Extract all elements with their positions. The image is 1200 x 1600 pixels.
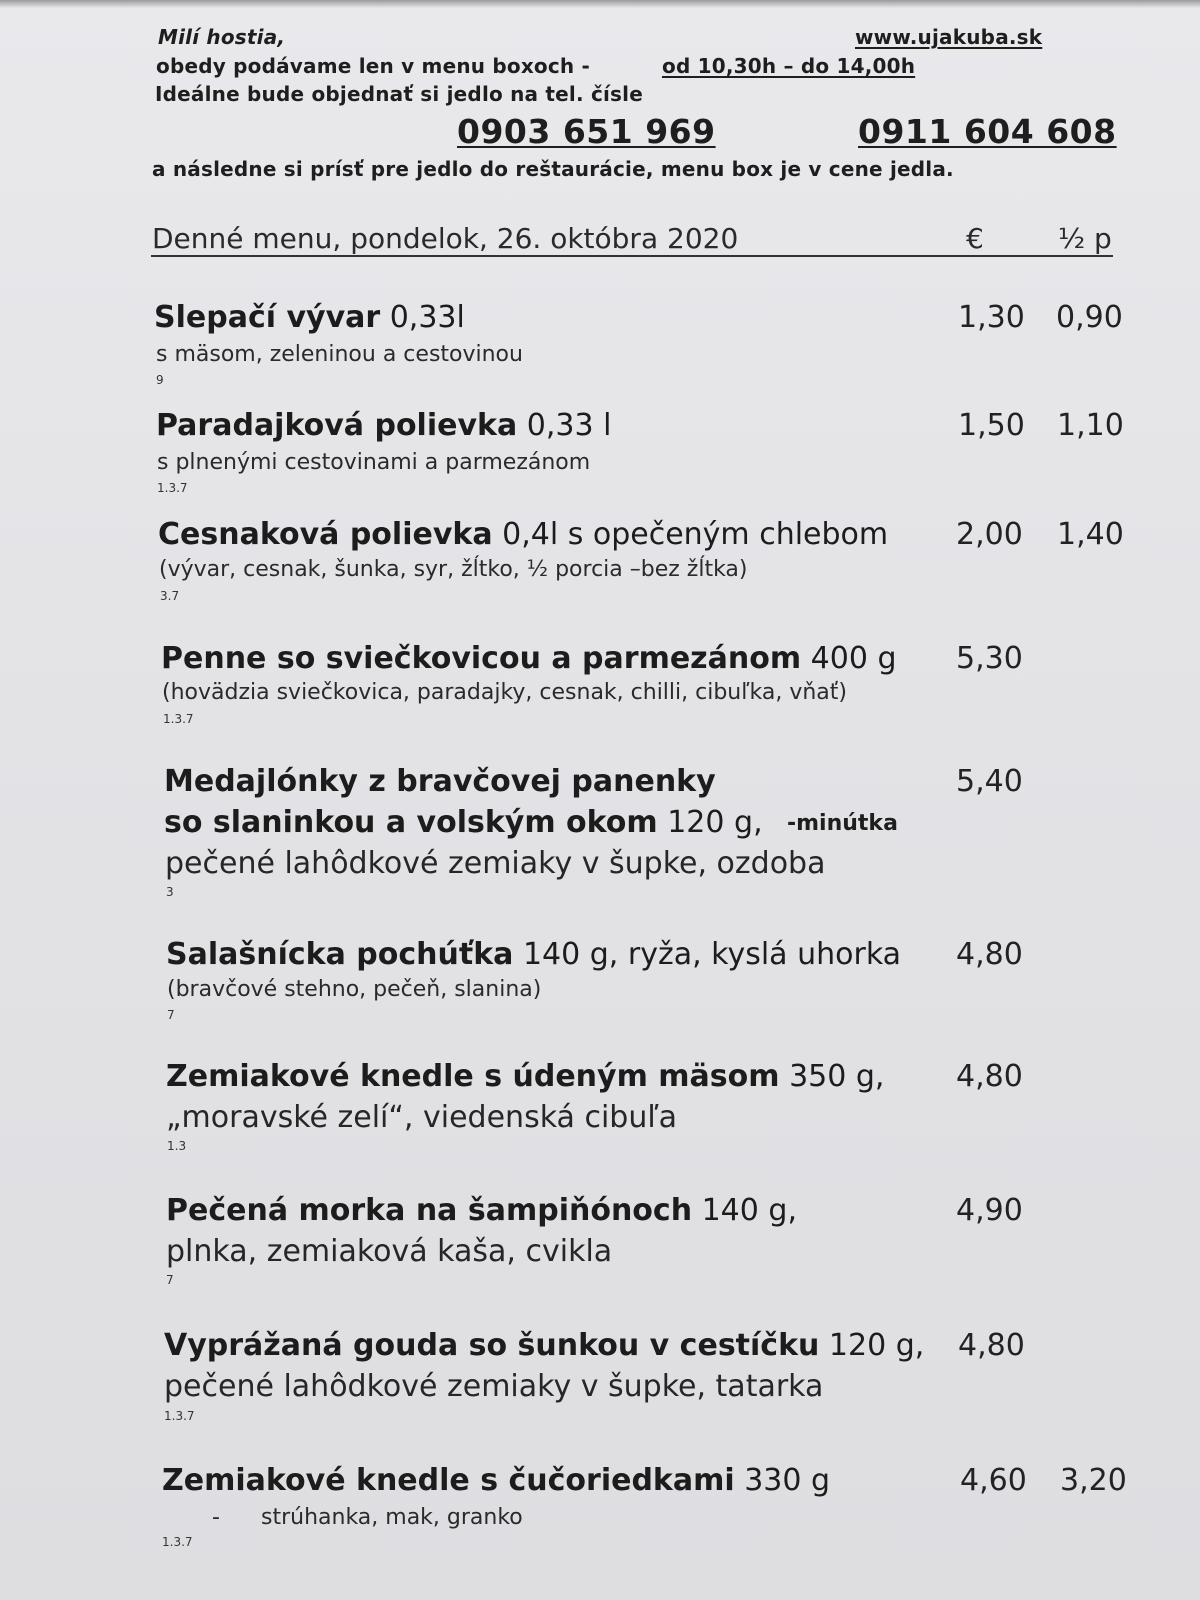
item-name: Slepačí vývar: [154, 300, 381, 335]
menu-item-name: [166, 1193, 797, 1228]
allergen-codes: 1.3.7: [157, 481, 188, 495]
item-name: Vyprážaná gouda so šunkou v cestíčku: [164, 1328, 820, 1363]
item-size: 350 g,: [779, 1059, 885, 1094]
allergen-codes: 3: [166, 885, 174, 899]
item-size: 0,33l: [380, 300, 465, 335]
item-half-price: 0,90: [1056, 300, 1123, 335]
item-price: 5,40: [956, 764, 1023, 799]
item-size: 120 g,: [819, 1328, 925, 1363]
item-price: 4,90: [956, 1193, 1023, 1228]
item-price: 4,60: [960, 1463, 1027, 1498]
item-price: 1,30: [958, 300, 1025, 335]
allergen-codes: 7: [167, 1008, 175, 1022]
menu-item-description: strúhanka, mak, granko: [261, 1505, 523, 1530]
item-price: 1,50: [958, 408, 1025, 443]
menu-item-name: [156, 408, 611, 443]
allergen-codes: 9: [156, 373, 164, 387]
header-line-2: Ideálne bude objednať si jedlo na tel. čísle: [155, 82, 643, 106]
item-name: so slaninkou a volským okom: [164, 805, 658, 840]
item-name: Zemiakové knedle s čučoriedkami: [162, 1463, 735, 1498]
allergen-codes: 7: [166, 1273, 174, 1287]
item-half-price: 1,40: [1057, 517, 1124, 552]
minutka-tag: -minútka: [787, 811, 898, 836]
menu-item-description: s mäsom, zeleninou a cestovinou: [156, 342, 523, 367]
item-name: Salašnícka pochúťka: [166, 937, 514, 972]
opening-hours: od 10,30h – do 14,00h: [662, 54, 916, 78]
item-size: 0,4l s opečeným chlebom: [492, 517, 889, 552]
allergen-codes: 1.3: [167, 1139, 187, 1153]
allergen-codes: 1.3.7: [164, 1409, 195, 1423]
menu-item-name: [158, 517, 888, 552]
menu-item-name: [161, 641, 897, 676]
menu-item-description: s plnenými cestovinami a parmezánom: [157, 450, 591, 475]
header-line-1: obedy podávame len v menu boxoch -: [156, 54, 591, 78]
item-name: Paradajková polievka: [156, 408, 518, 443]
item-size: 140 g, ryža, kyslá uhorka: [513, 937, 902, 972]
menu-item-description: (vývar, cesnak, šunka, syr, žĺtko, ½ porcia –bez žĺtka): [159, 557, 748, 582]
item-name: Penne so sviečkovicou a parmezánom: [161, 641, 802, 676]
menu-item-description: „moravské zelí“, viedenská cibuľa: [166, 1100, 677, 1135]
allergen-codes: 3.7: [160, 589, 180, 603]
menu-item-name: [164, 1328, 924, 1363]
item-size: 0,33 l: [517, 408, 612, 443]
menu-item-name: [154, 300, 465, 335]
menu-item-description: pečené lahôdkové zemiaky v šupke, ozdoba: [165, 846, 826, 881]
allergen-codes: 1.3.7: [162, 1535, 193, 1549]
item-half-price: 1,10: [1057, 408, 1124, 443]
top-shadow: [0, 0, 1200, 8]
menu-title: Denné menu, pondelok, 26. októbra 2020: [152, 222, 739, 255]
list-dash: -: [212, 1505, 220, 1530]
item-name: Zemiakové knedle s údeným mäsom: [166, 1059, 780, 1094]
title-rule: [151, 255, 1113, 257]
menu-item-name: [166, 1059, 884, 1094]
item-size: 400 g: [801, 641, 897, 676]
item-price: 2,00: [956, 517, 1023, 552]
half-portion-column-header: ½ p: [1058, 222, 1112, 255]
item-name: Cesnaková polievka: [158, 517, 493, 552]
menu-item-name: Medajlónky z bravčovej panenky: [164, 764, 716, 799]
item-price: 5,30: [956, 641, 1023, 676]
item-size: 140 g,: [692, 1193, 797, 1228]
menu-item-description: pečené lahôdkové zemiaky v šupke, tatarka: [164, 1369, 824, 1404]
menu-item-description: plnka, zemiaková kaša, cvikla: [166, 1234, 613, 1269]
menu-item-description: (bravčové stehno, pečeň, slanina): [167, 977, 542, 1002]
allergen-codes: 1.3.7: [163, 712, 194, 726]
menu-item-name: [166, 937, 901, 972]
phone-number-2[interactable]: 0911 604 608: [858, 112, 1117, 151]
item-size: 330 g: [734, 1463, 831, 1498]
phone-number-1[interactable]: 0903 651 969: [457, 112, 716, 151]
menu-item-name: [162, 1463, 830, 1498]
item-price: 4,80: [958, 1328, 1025, 1363]
item-price: 4,80: [956, 937, 1023, 972]
item-price: 4,80: [956, 1059, 1023, 1094]
menu-item-description: (hovädzia sviečkovica, paradajky, cesnak, chilli, cibuľka, vňať): [162, 680, 847, 705]
website-link[interactable]: www.ujakuba.sk: [855, 25, 1043, 49]
greeting: Milí hostia,: [158, 25, 286, 49]
item-size: 120 g,: [657, 805, 763, 840]
item-name: Pečená morka na šampiňónoch: [166, 1193, 693, 1228]
item-half-price: 3,20: [1060, 1463, 1127, 1498]
price-column-header: €: [966, 222, 984, 255]
header-line-3: a následne si prísť pre jedlo do reštaurácie, menu box je v cene jedla.: [152, 157, 954, 181]
menu-item-name-line-2: [164, 805, 763, 840]
